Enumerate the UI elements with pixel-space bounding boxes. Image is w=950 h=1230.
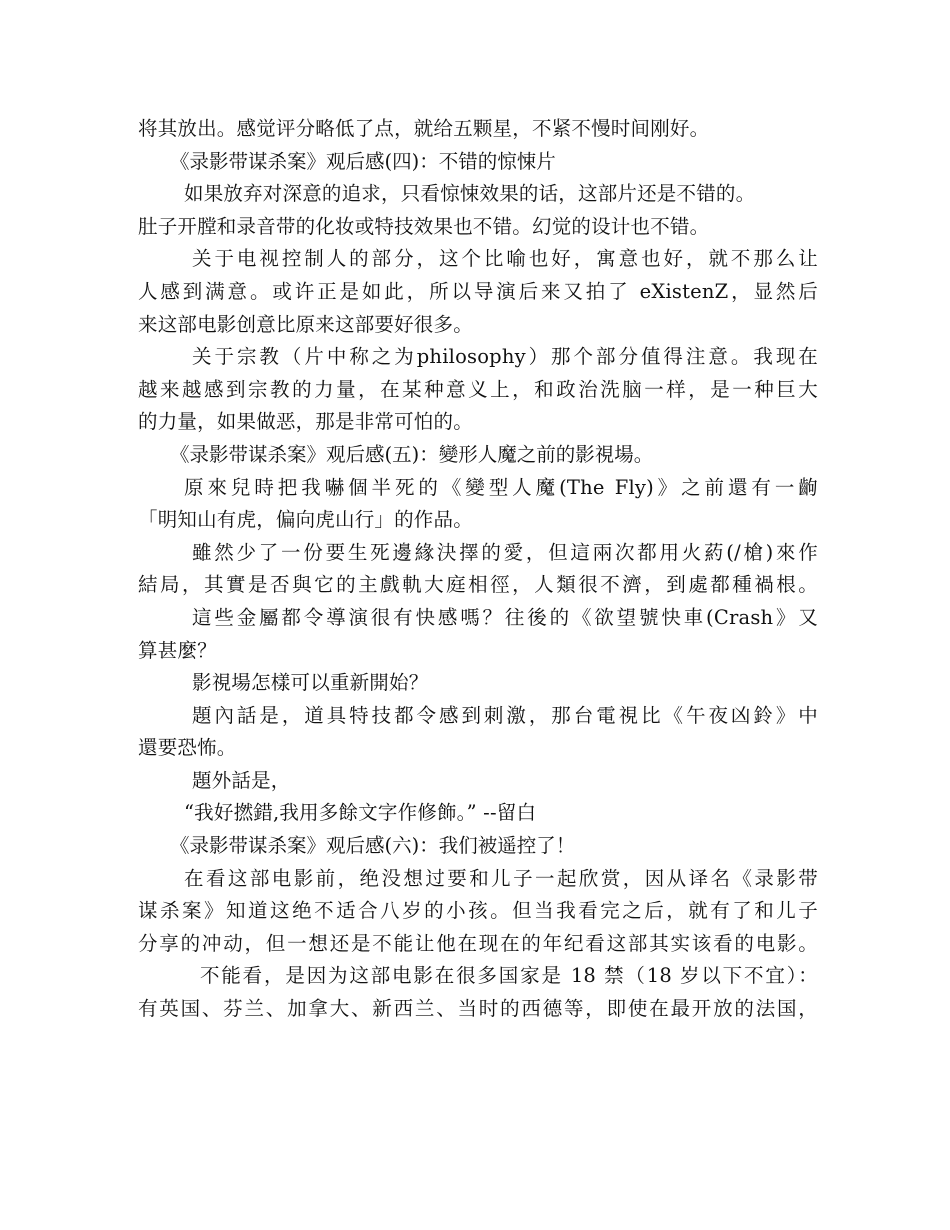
- paragraph-line: 雖然少了一份要生死邊緣決擇的愛，但這兩次都用火葯(/槍)來作: [192, 540, 818, 564]
- paragraph-line: 不能看，是因为这部电影在很多国家是 18 禁（18 岁以下不宜）：: [200, 964, 818, 988]
- section-heading: 《录影带谋杀案》观后感(五)：變形人魔之前的影視場。: [170, 442, 654, 466]
- paragraph-line: 肚子开膛和录音带的化妆或特技效果也不错。幻觉的设计也不错。: [138, 214, 710, 238]
- paragraph-line: 影視場怎樣可以重新開始？: [192, 671, 429, 695]
- document-page: [138, 113, 818, 1026]
- paragraph-line: 「明知山有虎，偏向虎山行」的作品。: [138, 508, 473, 532]
- paragraph-line: 有英国、芬兰、加拿大、新西兰、当时的西德等，即使在最开放的法国，: [138, 997, 818, 1021]
- paragraph-line: 題內話是，道具特技都令感到刺激，那台電視比《午夜凶鈴》中: [192, 703, 818, 727]
- paragraph-line: 来这部电影创意比原来这部要好很多。: [138, 312, 473, 336]
- paragraph-line: 這些金屬都令導演很有快感嗎？往後的《欲望號快車(Crash》又: [192, 605, 818, 629]
- section-heading: 《录影带谋杀案》观后感(四)：不错的惊悚片: [170, 149, 556, 173]
- section-heading: 《录影带谋杀案》观后感(六)：我们被遥控了！: [170, 834, 576, 858]
- paragraph-line: 人感到满意。或许正是如此，所以导演后来又拍了 eXistenZ，显然后: [138, 279, 818, 303]
- paragraph-line: 分享的冲动，但一想还是不能让他在现在的年纪看这部其实该看的电影。: [138, 931, 818, 955]
- paragraph-line: 将其放出。感觉评分略低了点，就给五颗星，不紧不慢时间刚好。: [138, 117, 710, 140]
- paragraph-line: 原來兒時把我嚇個半死的《變型人魔(The Fly)》之前還有一齣: [184, 475, 818, 499]
- paragraph-line: 如果放弃对深意的追求，只看惊悚效果的话，这部片还是不错的。: [184, 182, 756, 206]
- paragraph-line: 在看这部电影前，绝没想过要和儿子一起欣赏，因从译名《录影带: [184, 866, 818, 890]
- paragraph-line: 算甚麼？: [138, 638, 217, 662]
- paragraph-line: 越来越感到宗教的力量，在某种意义上，和政治洗脑一样，是一种巨大: [138, 377, 818, 401]
- paragraph-line: 題外話是，: [192, 768, 291, 792]
- paragraph-line: 关于电视控制人的部分，这个比喻也好，寓意也好，就不那么让: [192, 247, 818, 271]
- paragraph-line: 谋杀案》知道这绝不适合八岁的小孩。但当我看完之后，就有了和儿子: [138, 899, 818, 923]
- paragraph-line: 結局，其實是否與它的主戲軌大庭相徑，人類很不濟，到處都種禍根。: [138, 573, 818, 597]
- paragraph-line: 還要恐怖。: [138, 736, 237, 760]
- paragraph-line: “我好撚錯,我用多餘文字作修飾。” --留白: [184, 801, 537, 825]
- paragraph-line: 关于宗教（片中称之为philosophy）那个部分值得注意。我现在: [192, 345, 818, 369]
- paragraph-line: 的力量，如果做恶，那是非常可怕的。: [138, 410, 473, 434]
